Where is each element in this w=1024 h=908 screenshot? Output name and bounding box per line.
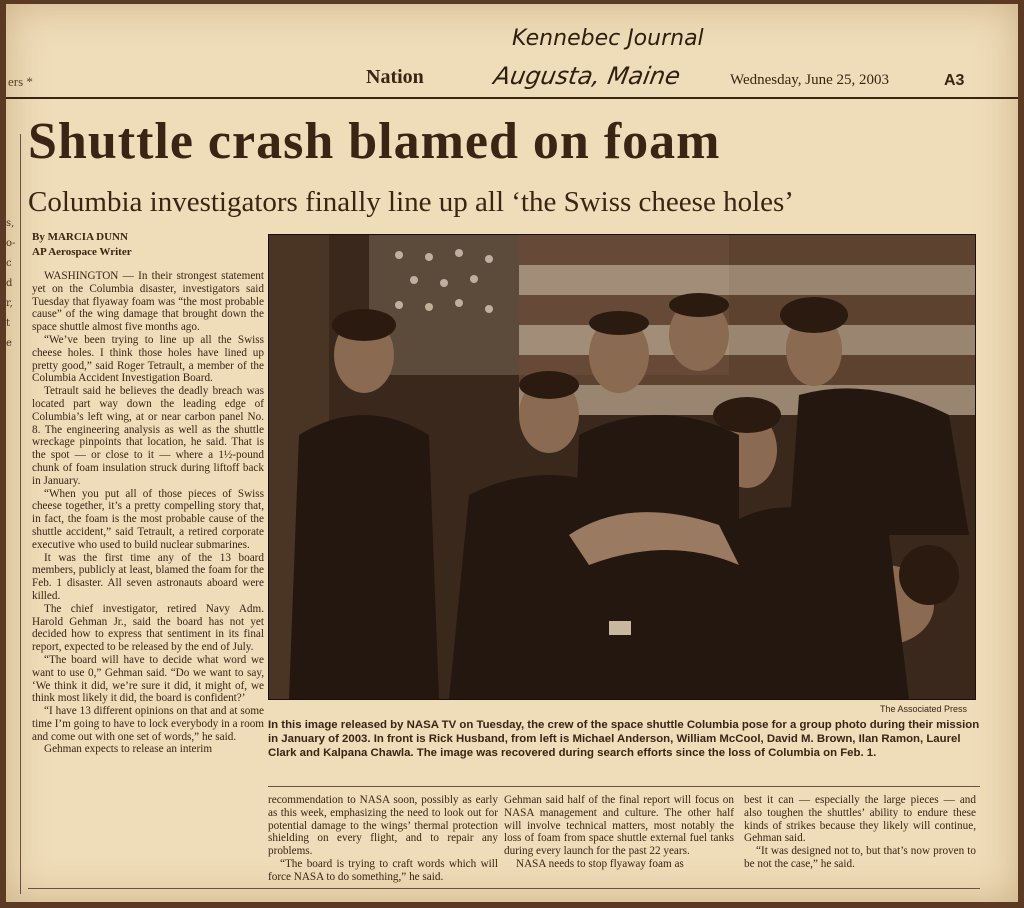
photo-credit: The Associated Press xyxy=(880,704,968,714)
paragraph: “The board will have to decide what word we want to use 0,” Gehman said. “Do we want to say, ‘We think it did, we’re sure it did, it might of, we think most likely it did, the board is confident?’ xyxy=(32,653,264,705)
fragment: o- xyxy=(6,238,16,249)
fragment: t xyxy=(6,318,11,329)
headline: Shuttle crash blamed on foam xyxy=(28,113,721,170)
column-divider xyxy=(20,134,21,894)
paragraph: “I have 13 different opinions on that and at some time I’m going to have to lock everybody in a room and come out with one set of words,” he said. xyxy=(32,705,264,743)
subheadline: Columbia investigators finally line up all ‘the Swiss cheese holes’ xyxy=(28,186,794,218)
article-column-3 xyxy=(504,794,734,871)
paragraph: Tetrault said he believes the deadly breach was located part way down the leading edge of Columbia’s left wing, at or near carbon panel No. 8. The engineering analysis as well as the shuttle wreckage pinpoints that location, he said. That is the spot — or close to it — where a 1½-pound chunk of foam insulation struck during liftoff back in January. xyxy=(32,385,264,487)
crew-photo xyxy=(268,234,976,700)
handwritten-newspaper-name: Kennebec Journal xyxy=(512,26,704,51)
fragment: s, xyxy=(6,218,15,229)
paragraph: recommendation to NASA soon, possibly as early as this week, emphasizing the need to look out for potential damage to the wings’ thermal protection shielding on every flight, and to repair any problems. xyxy=(268,794,498,858)
byline-name: By MARCIA DUNN xyxy=(32,231,128,243)
byline xyxy=(32,230,132,260)
fragment: d xyxy=(6,278,13,289)
crew-photo-illustration xyxy=(269,235,975,699)
paragraph: WASHINGTON — In their strongest statement yet on the Columbia disaster, investigators said Tuesday that flyaway foam was “the most probable cause” of the wing damage that brought down the space shuttle almost five months ago. xyxy=(32,270,264,334)
paragraph: “When you put all of those pieces of Swiss cheese together, it’s a pretty compelling story that, in fact, the foam is the most probable cause of the shuttle accident,” said Tetrault, a retired corporate executive who used to build nuclear submarines. xyxy=(32,487,264,551)
article-column-4 xyxy=(744,794,976,871)
paragraph: “We’ve been trying to line up all the Swiss cheese holes. I think those holes have lined up pretty good,” said Roger Tetrault, a member of the Columbia Accident Investigation Board. xyxy=(32,333,264,385)
header-rule xyxy=(6,97,1018,99)
fragment: r, xyxy=(6,298,13,309)
paragraph: It was the first time any of the 13 board members, publicly at least, blamed the foam for the Feb. 1 disaster. All seven astronauts aboard were killed. xyxy=(32,551,264,602)
newspaper-clipping xyxy=(6,4,1018,902)
paragraph: Gehman expects to release an interim xyxy=(44,743,213,756)
byline-title: AP Aerospace Writer xyxy=(32,246,132,258)
cut-off-column-fragments xyxy=(6,214,18,354)
article-column-1 xyxy=(32,270,264,756)
paragraph: “It was designed not to, but that’s now proven to be not the case,” he said. xyxy=(744,845,976,870)
section-name: Nation xyxy=(366,66,424,88)
fragment: c xyxy=(6,258,12,269)
paragraph: “The board is trying to craft words which will force NASA to do something,” he said. xyxy=(268,857,498,883)
caption-rule xyxy=(268,786,980,787)
paragraph: The chief investigator, retired Navy Adm. Harold Gehman Jr., said the board has not yet decided how to express that sentiment in its final report, expected to be released by the end of July. xyxy=(32,602,264,654)
photo-caption: In this image released by NASA TV on Tuesday, the crew of the space shuttle Columbia pose for a group photo during their mission in January of 2003. In front is Rick Husband, from left is Michael Anderson, William McCool, David M. Brown, Ilan Ramon, Laurel Clark and Kalpana Chawla. The image was recovered during search efforts since the loss of Columbia on Feb. 1. xyxy=(268,719,980,759)
page-number: A3 xyxy=(944,72,965,89)
issue-date: Wednesday, June 25, 2003 xyxy=(730,72,890,88)
previous-section-fragment: ers * xyxy=(8,74,33,89)
paragraph: Gehman said half of the final report will focus on NASA management and culture. The other half will involve technical matters, most notably the loss of foam from space shuttle external fuel tanks during every launch for the past 22 years. xyxy=(504,794,734,858)
handwritten-location: Augusta, Maine xyxy=(491,62,683,90)
paragraph: NASA needs to stop flyaway foam as xyxy=(516,857,684,870)
article-column-2 xyxy=(268,794,498,884)
fragment: e xyxy=(6,338,12,349)
bottom-rule xyxy=(28,888,980,889)
paragraph: best it can — especially the large pieces — and also toughen the shuttles’ ability to endure these kinds of strikes because they likely will continue, Gehman said. xyxy=(744,794,976,845)
